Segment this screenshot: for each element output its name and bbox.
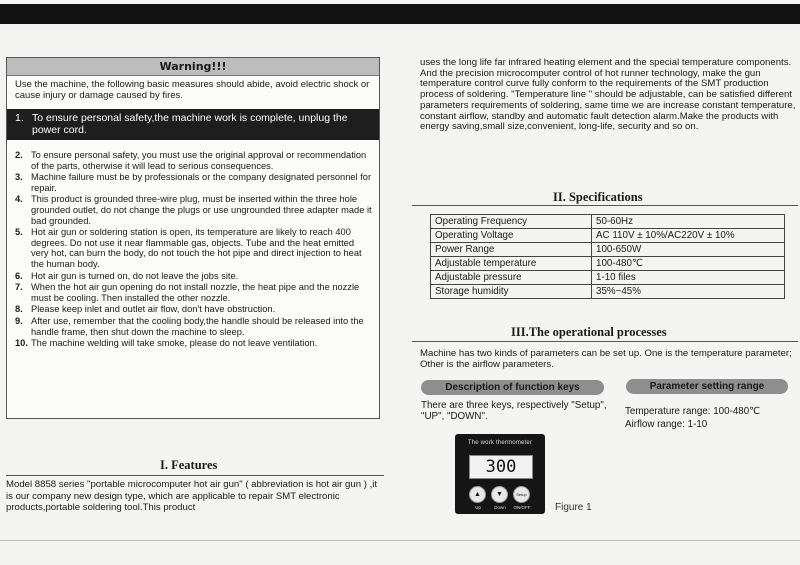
spec-value: 50-60Hz (592, 215, 785, 229)
warning-item-text: The machine welding will take smoke, please do not leave ventilation. (31, 338, 318, 349)
parameter-range-text (625, 405, 795, 431)
warning-item-number: 9. (15, 315, 23, 326)
table-row (431, 271, 785, 285)
warning-item-number: 5. (15, 227, 23, 238)
warning-item-number: 10. (15, 338, 28, 349)
warning-title: Warning!!! (7, 58, 379, 76)
onoff-label: ON/OFF (513, 505, 531, 510)
spec-value: 1-10 files (592, 271, 785, 285)
warning-item (15, 338, 373, 349)
table-row (431, 285, 785, 299)
setup-glyph: Setup (516, 492, 527, 497)
warning-item-text: This product is grounded three-wire plug, must be inserted within the three hole grounded outlet, do not change the plugs or use ungrounded three adapter made it bad grounded. (31, 194, 372, 226)
warning-item-number: 8. (15, 304, 23, 315)
warning-item (15, 304, 373, 315)
features-title: I. Features (160, 458, 218, 472)
warning-list (7, 150, 379, 349)
table-row (431, 229, 785, 243)
section-divider (6, 475, 384, 476)
up-label: Up (475, 505, 481, 510)
warning-item (15, 227, 373, 269)
table-row (431, 243, 785, 257)
spec-key: Adjustable temperature (431, 257, 592, 271)
function-keys-text: There are three keys, respectively "Setup", "UP", "DOWN". (421, 400, 607, 422)
spec-value: AC 110V ± 10%/AC220V ± 10% (592, 229, 785, 243)
table-row (431, 257, 785, 271)
warning-item-text: Please keep inlet and outlet air flow, don't have obstruction. (31, 304, 276, 315)
spec-key: Operating Frequency (431, 215, 592, 229)
warning-item-number: 7. (15, 282, 23, 293)
spec-value: 35%~45% (592, 285, 785, 299)
features-text: Model 8858 series "portable microcomputer hot air gun" ( abbreviation is hot air gun ) ,it is our company new design type, which are applicable to repair SMT electronic products,portable soldering tool.This product (6, 479, 378, 514)
intro-continued-text: uses the long life far infrared heating element and the special temperature components. And the precision microcomputer control of hot runner technology, make the gun temperature control curve fully conform to the requirements of the SMT production process of soldering. "Temperature line " should be adjustable, can be satisfied different parameters requirements of soldering, same time we are increase constant temperature, constant airflow, standby and automatic fault detection alarm.Make the products with energy saving,small size,convenient, long-life, security and so on. (420, 57, 796, 133)
warning-item-1 (7, 109, 379, 140)
warning-intro: Use the machine, the following basic measures should abide, avoid electric shock or cause injury or damage caused by fires. (15, 79, 370, 101)
warning-item-number: 1. (15, 112, 24, 124)
operational-title: III.The operational processes (511, 325, 667, 339)
spec-key: Operating Voltage (431, 229, 592, 243)
controller-panel-figure (455, 434, 545, 514)
warning-item (15, 150, 373, 171)
warning-item-text: When the hot air gun opening do not install nozzle, the heat pipe and the nozzle must be cooling. Then installed the other nozzle. (31, 282, 360, 303)
warning-item (15, 271, 373, 282)
warning-item (15, 172, 373, 193)
section-divider (412, 205, 798, 206)
warning-item (15, 282, 373, 303)
warning-item-text: Hot air gun or soldering station is open, its temperature are likely to reach 400 degrees. Do not use it near flammable gas, objects. Tube and the heat emitted very hot, can burn the body, do not touch the hot pipe and direct injection to heat the human body. (31, 227, 362, 269)
spec-value: 100-650W (592, 243, 785, 257)
warning-item-number: 2. (15, 150, 23, 160)
down-label: Down (494, 505, 506, 510)
figure-caption: Figure 1 (555, 502, 592, 513)
table-row (431, 215, 785, 229)
temperature-display: 300 (469, 455, 533, 479)
up-button-icon: ▲ (469, 486, 486, 503)
function-keys-label: Description of function keys (421, 380, 604, 395)
warning-item-text: To ensure personal safety, you must use the original approval or recommendation of the parts, otherwise it will lead to serious consequences. (31, 150, 367, 171)
operational-text: Machine has two kinds of parameters can be set up. One is the temperature parameter; Other is the airflow parameters. (420, 348, 792, 370)
warning-item-number: 4. (15, 194, 23, 205)
specifications-table (430, 214, 785, 299)
warning-item-text: After use, remember that the cooling body,the handle should be released into the handle frame, then shut down the machine to sleep. (31, 315, 364, 337)
temperature-range: Temperature range: 100-480℃ (625, 406, 761, 417)
warning-item-number: 3. (15, 172, 23, 183)
warning-item-text: Hot air gun is turned on, do not leave the jobs site. (31, 270, 239, 281)
spec-value: 100-480℃ (592, 257, 785, 271)
warning-item-number: 6. (15, 270, 23, 281)
warning-item (15, 194, 373, 226)
setup-button-icon (513, 486, 530, 503)
down-button-icon: ▼ (491, 486, 508, 503)
spec-key: Adjustable pressure (431, 271, 592, 285)
section-divider (412, 341, 798, 342)
panel-label: The work thermometer (467, 440, 533, 446)
warning-item-text: Machine failure must be by professionals or the company designated personnel for repair. (31, 172, 372, 193)
parameter-range-label: Parameter setting range (626, 379, 788, 394)
warning-item (15, 316, 373, 337)
specifications-title: II. Specifications (553, 190, 643, 204)
warning-item-text: To ensure personal safety,the machine work is complete, unplug the power cord. (32, 112, 348, 136)
spec-key: Power Range (431, 243, 592, 257)
spec-key: Storage humidity (431, 285, 592, 299)
bottom-rule (0, 540, 800, 541)
top-black-bar (0, 4, 800, 24)
warning-box (6, 57, 380, 419)
airflow-range: Airflow range: 1-10 (625, 419, 708, 430)
